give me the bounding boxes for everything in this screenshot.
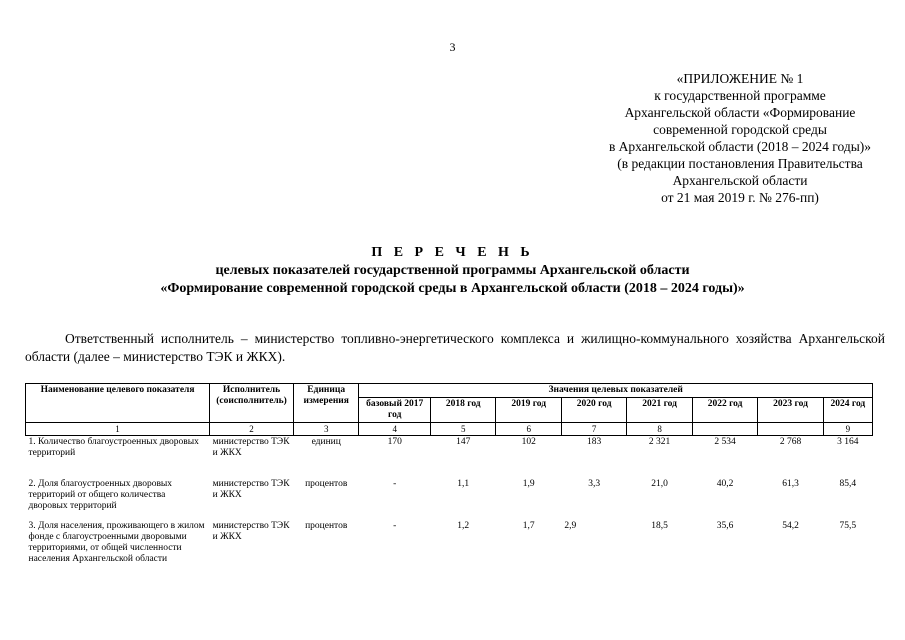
column-number: 1 — [26, 423, 210, 436]
column-number — [758, 423, 823, 436]
appendix-line: современной городской среды — [653, 122, 827, 137]
indicator-unit: процентов — [305, 479, 348, 489]
indicator-value: - — [393, 479, 397, 489]
header-year: 2024 год — [823, 398, 872, 423]
header-unit: Единица измерения — [293, 384, 358, 423]
column-number: 6 — [496, 423, 561, 436]
appendix-line: в Архангельской области (2018 – 2024 годы)» — [608, 139, 872, 154]
column-numbers-row — [26, 423, 873, 436]
column-number: 2 — [210, 423, 294, 436]
indicator-name: 2. Доля благоустроенных дворовых территорий от общего количества дворовых территорий — [28, 479, 173, 511]
table-row — [26, 520, 873, 582]
indicator-value: 1,7 — [522, 521, 535, 531]
title-line-2: целевых показателей государственной программы Архангельской области — [215, 263, 690, 278]
column-number: 8 — [627, 423, 692, 436]
indicator-value: 54,2 — [782, 521, 799, 531]
header-year: 2018 год — [431, 398, 496, 423]
indicator-value: 35,6 — [716, 521, 734, 531]
indicators-table — [25, 383, 873, 582]
column-number: 5 — [431, 423, 496, 436]
indicator-value: 2 534 — [714, 437, 736, 447]
indicator-value: 1,2 — [457, 521, 470, 531]
indicator-value: 147 — [456, 437, 471, 447]
indicator-value: 40,2 — [716, 479, 734, 489]
document-title — [0, 244, 905, 298]
indicator-unit: процентов — [305, 521, 348, 531]
indicator-value: 75,5 — [839, 521, 857, 531]
indicator-value: 1,1 — [457, 479, 470, 489]
indicator-unit: единиц — [311, 437, 341, 447]
header-name: Наименование целевого показателя — [26, 384, 210, 423]
title-line-3: «Формирование современной городской среды в Архангельской области (2018 – 2024 годы)» — [160, 281, 745, 296]
indicator-name: 1. Количество благоустроенных дворовых территорий — [28, 437, 199, 458]
appendix-line: от 21 мая 2019 г. № 276-пп) — [661, 190, 819, 205]
responsible-executor-paragraph: Ответственный исполнитель – министерство топливно-энергетического комплекса и жилищно-коммунального хозяйства Архангельской области (далее – министерство ТЭК и ЖКХ). — [25, 331, 885, 364]
indicator-value: 2 768 — [779, 437, 802, 447]
appendix-block — [520, 70, 905, 206]
indicator-value: 183 — [587, 437, 602, 447]
column-number: 9 — [823, 423, 872, 436]
indicator-value: 1,9 — [522, 479, 535, 489]
indicator-executor: министерство ТЭК и ЖКХ — [212, 521, 290, 542]
indicator-value: 102 — [521, 437, 536, 447]
indicator-value: 18,5 — [651, 521, 668, 531]
header-year: 2020 год — [561, 398, 626, 423]
column-number: 3 — [293, 423, 358, 436]
header-year: 2023 год — [758, 398, 823, 423]
table-row — [26, 436, 873, 479]
column-number — [692, 423, 757, 436]
indicator-value: 2 321 — [648, 437, 671, 447]
appendix-line: к государственной программе — [654, 88, 826, 103]
column-number: 7 — [561, 423, 626, 436]
appendix-line: (в редакции постановления Правительства — [617, 156, 863, 171]
appendix-line: «ПРИЛОЖЕНИЕ № 1 — [676, 71, 804, 86]
header-year: 2019 год — [496, 398, 561, 423]
indicator-value: 3 164 — [837, 437, 859, 447]
indicator-name: 3. Доля населения, проживающего в жилом фонде с благоустроенными дворовыми территориями, от общей численности населения Архангельской области — [28, 521, 205, 564]
indicator-value: 21,0 — [651, 479, 668, 489]
header-base-year: базовый 2017 год — [359, 398, 431, 423]
header-year: 2021 год — [627, 398, 692, 423]
indicator-value: - — [393, 521, 397, 531]
indicator-value: 85,4 — [839, 479, 857, 489]
indicator-executor: министерство ТЭК и ЖКХ — [212, 479, 290, 500]
appendix-line: Архангельской области «Формирование — [624, 105, 856, 120]
appendix-line: Архангельской области — [672, 173, 808, 188]
indicator-value: 3,3 — [588, 479, 601, 489]
page-number: 3 — [449, 40, 456, 54]
header-year: 2022 год — [692, 398, 757, 423]
column-number: 4 — [359, 423, 431, 436]
header-executor: Исполнитель (соисполнитель) — [210, 384, 294, 423]
indicator-value: 170 — [387, 437, 402, 447]
table-row — [26, 478, 873, 520]
title-line-1: П Е Р Е Ч Е Н Ь — [371, 245, 534, 260]
indicator-value: 61,3 — [782, 479, 799, 489]
indicator-executor: министерство ТЭК и ЖКХ — [212, 437, 290, 458]
header-values: Значения целевых показателей — [359, 384, 873, 398]
indicator-value: 2,9 — [564, 521, 577, 531]
